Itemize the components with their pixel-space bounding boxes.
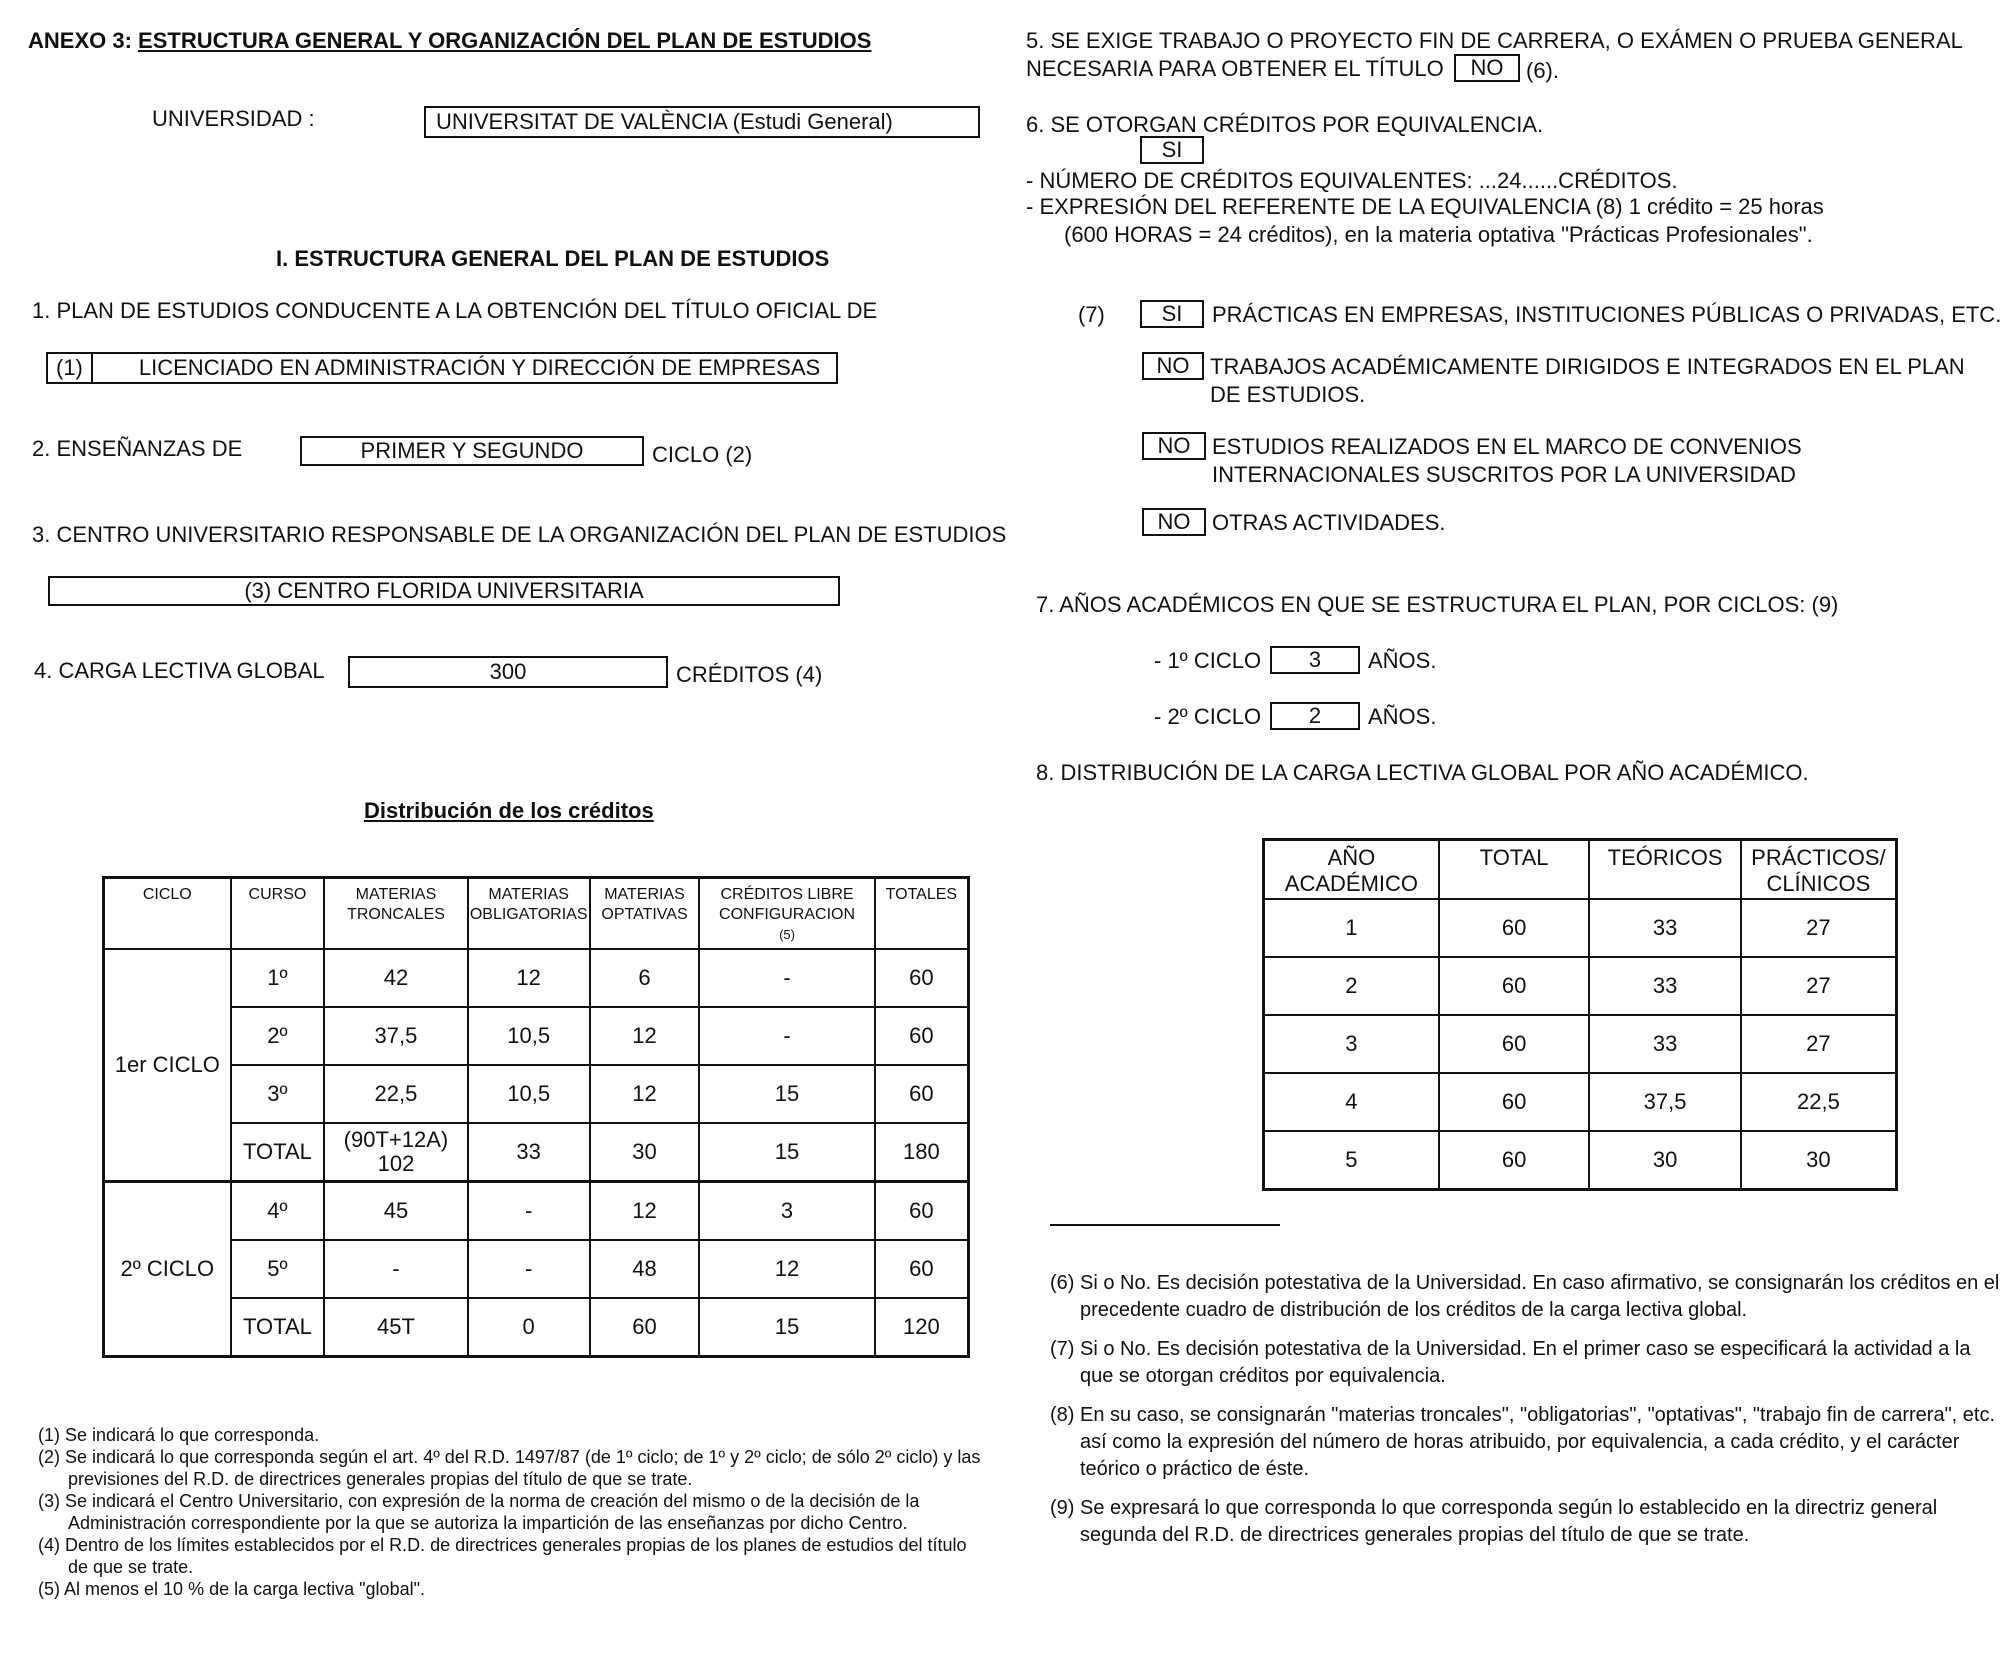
cell: 3º: [231, 1065, 325, 1123]
item7-label: 7. AÑOS ACADÉMICOS EN QUE SE ESTRUCTURA EL PLAN, POR CICLOS: (9): [1036, 592, 1839, 617]
cycle1-years-unit: AÑOS.: [1368, 648, 1437, 673]
cycle2-label: 2º CICLO: [104, 1182, 231, 1357]
cell: 42: [324, 949, 467, 1007]
col-libre-config: [699, 878, 874, 950]
credit-distribution-table: [102, 876, 970, 1358]
item7-marker: (7): [1078, 302, 1105, 327]
item5-value: NO: [1454, 54, 1520, 82]
cell: 12: [590, 1007, 700, 1065]
left-footnotes: [38, 1424, 988, 1600]
cell: 30: [590, 1123, 700, 1182]
cell: 60: [1439, 1131, 1590, 1190]
cell: 15: [699, 1298, 874, 1357]
item3-value: (3) CENTRO FLORIDA UNIVERSITARIA: [48, 576, 840, 606]
table-header-row: [104, 878, 969, 950]
item5-suffix: (6).: [1526, 58, 1559, 83]
table-row: [1264, 1131, 1897, 1190]
cycle1-years-value: 3: [1270, 646, 1360, 674]
item3-label: 3. CENTRO UNIVERSITARIO RESPONSABLE DE LA ORGANIZACIÓN DEL PLAN DE ESTUDIOS: [32, 522, 1007, 547]
cell: 15: [699, 1065, 874, 1123]
col-ano: AÑO ACADÉMICO: [1264, 840, 1439, 900]
cycle2-years-unit: AÑOS.: [1368, 704, 1437, 729]
page-header: [28, 28, 871, 54]
cell: -: [324, 1240, 467, 1298]
item2-suffix: CICLO (2): [652, 442, 753, 467]
cell: -: [468, 1240, 590, 1298]
option3-label1: ESTUDIOS REALIZADOS EN EL MARCO DE CONVENIOS: [1212, 434, 1802, 459]
cell: 60: [1439, 957, 1590, 1015]
cell: 60: [590, 1298, 700, 1357]
cell: 33: [1589, 1015, 1740, 1073]
col-obligatorias: MATERIAS OBLIGATORIAS: [468, 878, 590, 950]
item4-label: 4. CARGA LECTIVA GLOBAL: [34, 658, 325, 683]
cell: 60: [1439, 899, 1590, 957]
cell: 60: [875, 1007, 969, 1065]
cell: 27: [1741, 899, 1897, 957]
item2-value: PRIMER Y SEGUNDO: [300, 436, 644, 466]
cell: 10,5: [468, 1065, 590, 1123]
cell: 30: [1741, 1131, 1897, 1190]
option2-value: NO: [1142, 352, 1204, 380]
cell: 4º: [231, 1182, 325, 1241]
table-row-total: [104, 1298, 969, 1357]
table-row: [1264, 899, 1897, 957]
table-row: [1264, 1073, 1897, 1131]
col-totales: TOTALES: [875, 878, 969, 950]
col-curso: CURSO: [231, 878, 325, 950]
section-title: I. ESTRUCTURA GENERAL DEL PLAN DE ESTUDIOS: [276, 246, 830, 271]
cell: 0: [468, 1298, 590, 1357]
cycle1-label: 1er CICLO: [104, 949, 231, 1182]
option1-value: SI: [1140, 300, 1204, 328]
cell: 5º: [231, 1240, 325, 1298]
item1-label: 1. PLAN DE ESTUDIOS CONDUCENTE A LA OBTENCIÓN DEL TÍTULO OFICIAL DE: [32, 298, 878, 323]
cycle2-years-label: - 2º CICLO: [1154, 704, 1262, 729]
cell: 1º: [231, 949, 325, 1007]
cell: 60: [875, 949, 969, 1007]
cell: 60: [875, 1182, 969, 1241]
footnote-divider: [1050, 1224, 1280, 1226]
col-troncales: MATERIAS TRONCALES: [324, 878, 467, 950]
footnote-3: (3) Se indicará el Centro Universitario, con expresión de la norma de creación del mismo o de la decisión de la Administración correspondiente por la que se autoriza la impartición de las enseñanzas por dicho Centro.: [38, 1491, 920, 1533]
footnote-9: (9) Se expresará lo que corresponda lo que corresponda según lo establecido en la directriz general segunda del R.D. de directrices generales propias del título de que se trate.: [1050, 1497, 1938, 1546]
cell: 27: [1741, 957, 1897, 1015]
item4-suffix: CRÉDITOS (4): [676, 662, 823, 687]
option3-value: NO: [1142, 432, 1206, 460]
cycle2-years-value: 2: [1270, 702, 1360, 730]
cell: 6: [590, 949, 700, 1007]
cell: 37,5: [324, 1007, 467, 1065]
cell: 12: [590, 1182, 700, 1241]
degree-title-value: LICENCIADO EN ADMINISTRACIÓN Y DIRECCIÓN DE EMPRESAS: [138, 355, 821, 380]
footnote-7: (7) Si o No. Es decisión potestativa de la Universidad. En el primer caso se especificará la actividad a la que se otorgan créditos por equivalencia.: [1050, 1338, 1971, 1387]
table-row: [1264, 957, 1897, 1015]
col-practicos: PRÁCTICOS/ CLÍNICOS: [1741, 840, 1897, 900]
table-row: [104, 949, 969, 1007]
cell: 22,5: [1741, 1073, 1897, 1131]
cell: TOTAL: [231, 1298, 325, 1357]
cell: 4: [1264, 1073, 1439, 1131]
option1-label: PRÁCTICAS EN EMPRESAS, INSTITUCIONES PÚBLICAS O PRIVADAS, ETC.: [1212, 302, 2002, 327]
footnote-2: (2) Se indicará lo que corresponda según el art. 4º del R.D. 1497/87 (de 1º ciclo; de 1º y 2º ciclo; de sólo 2º ciclo) y las previsiones del R.D. de directrices generales propias del título de que se trate.: [38, 1447, 981, 1489]
col-teoricos: TEÓRICOS: [1589, 840, 1740, 900]
cell: TOTAL: [231, 1123, 325, 1182]
col-optativas: MATERIAS OPTATIVAS: [590, 878, 700, 950]
col-total: TOTAL: [1439, 840, 1590, 900]
cell: 2º: [231, 1007, 325, 1065]
option2-label1: TRABAJOS ACADÉMICAMENTE DIRIGIDOS E INTEGRADOS EN EL PLAN: [1210, 354, 1965, 379]
cell: 30: [1589, 1131, 1740, 1190]
cell: 15: [699, 1123, 874, 1182]
cell: 33: [468, 1123, 590, 1182]
cell: 33: [1589, 957, 1740, 1015]
cell: -: [699, 1007, 874, 1065]
option3-label2: INTERNACIONALES SUSCRITOS POR LA UNIVERSIDAD: [1212, 462, 1796, 487]
footnote-4: (4) Dentro de los límites establecidos por el R.D. de directrices generales propias de los planes de estudios del título de que se trate.: [38, 1535, 967, 1577]
footnote-1: (1) Se indicará lo que corresponda.: [38, 1425, 320, 1445]
cell: -: [699, 949, 874, 1007]
cell: 12: [699, 1240, 874, 1298]
option4-label: OTRAS ACTIVIDADES.: [1212, 510, 1446, 535]
footnote-5: (5) Al menos el 10 % de la carga lectiva "global".: [38, 1579, 425, 1599]
table-row-total: [104, 1123, 969, 1182]
col-libre-config-label: CRÉDITOS LIBRE CONFIGURACION: [719, 886, 856, 923]
cell: 45T: [324, 1298, 467, 1357]
cell: 3: [1264, 1015, 1439, 1073]
item2-label: 2. ENSEÑANZAS DE: [32, 436, 243, 461]
cycle1-years-label: - 1º CICLO: [1154, 648, 1262, 673]
cell: 1: [1264, 899, 1439, 957]
universidad-label: UNIVERSIDAD :: [152, 106, 315, 131]
cell: 180: [875, 1123, 969, 1182]
table-row: [1264, 1015, 1897, 1073]
footnote-6: (6) Si o No. Es decisión potestativa de la Universidad. En caso afirmativo, se consignarán los créditos en el precedente cuadro de distribución de los créditos de la carga lectiva global.: [1050, 1272, 2000, 1321]
cell-troncales-total: [324, 1123, 467, 1182]
cell: 22,5: [324, 1065, 467, 1123]
option2-label2: DE ESTUDIOS.: [1210, 382, 1366, 407]
item4-value: 300: [348, 656, 668, 688]
item6-value: SI: [1140, 136, 1204, 164]
cell: 60: [875, 1240, 969, 1298]
cell: 60: [875, 1065, 969, 1123]
option4-value: NO: [1142, 508, 1206, 536]
cell: 37,5: [1589, 1073, 1740, 1131]
item6-ref-line2: (600 HORAS = 24 créditos), en la materia optativa "Prácticas Profesionales".: [1064, 222, 1813, 247]
year-distribution-table: [1262, 838, 1898, 1191]
troncales-total: 102: [377, 1151, 415, 1176]
footnote-8: (8) En su caso, se consignarán "materias troncales", "obligatorias", "optativas", "trabajo fin de carrera", etc. así como la expresión del número de horas atribuido, por equivalencia, a cada crédito, y el carácter teórico o práctico de éste.: [1050, 1404, 1996, 1480]
cell: 45: [324, 1182, 467, 1241]
universidad-value: UNIVERSITAT DE VALÈNCIA (Estudi General): [424, 106, 980, 138]
distribution-title: Distribución de los créditos: [364, 798, 654, 823]
cell: 60: [1439, 1015, 1590, 1073]
item6-ref-line1: - EXPRESIÓN DEL REFERENTE DE LA EQUIVALENCIA (8) 1 crédito = 25 horas: [1026, 194, 1824, 219]
degree-note: (1): [48, 354, 93, 382]
cell: 2: [1264, 957, 1439, 1015]
item6-label: 6. SE OTORGAN CRÉDITOS POR EQUIVALENCIA.: [1026, 112, 1544, 137]
annex-title: ESTRUCTURA GENERAL Y ORGANIZACIÓN DEL PLAN DE ESTUDIOS: [138, 28, 872, 53]
table-row: [104, 1240, 969, 1298]
cell: 10,5: [468, 1007, 590, 1065]
cell: 27: [1741, 1015, 1897, 1073]
cell: 3: [699, 1182, 874, 1241]
item5-line1: 5. SE EXIGE TRABAJO O PROYECTO FIN DE CARRERA, O EXÁMEN O PRUEBA GENERAL: [1026, 28, 1963, 53]
col-libre-config-note: (5): [779, 927, 795, 942]
item5-line2: NECESARIA PARA OBTENER EL TÍTULO: [1026, 56, 1444, 81]
cell: 120: [875, 1298, 969, 1357]
cell: 60: [1439, 1073, 1590, 1131]
table-row: [104, 1182, 969, 1241]
cell: 5: [1264, 1131, 1439, 1190]
table-header-row: [1264, 840, 1897, 900]
degree-title-box: [46, 352, 838, 384]
right-footnotes: [1050, 1270, 2000, 1549]
cell: -: [468, 1182, 590, 1241]
troncales-breakdown: (90T+12A): [343, 1127, 449, 1152]
annex-prefix: ANEXO 3:: [28, 28, 132, 53]
table-row: [104, 1007, 969, 1065]
cell: 48: [590, 1240, 700, 1298]
col-ciclo: CICLO: [104, 878, 231, 950]
item8-label: 8. DISTRIBUCIÓN DE LA CARGA LECTIVA GLOBAL POR AÑO ACADÉMICO.: [1036, 760, 1809, 785]
table-row: [104, 1065, 969, 1123]
cell: 12: [590, 1065, 700, 1123]
item6-num-line: - NÚMERO DE CRÉDITOS EQUIVALENTES: ...24......CRÉDITOS.: [1026, 168, 1678, 193]
cell: 12: [468, 949, 590, 1007]
cell: 33: [1589, 899, 1740, 957]
